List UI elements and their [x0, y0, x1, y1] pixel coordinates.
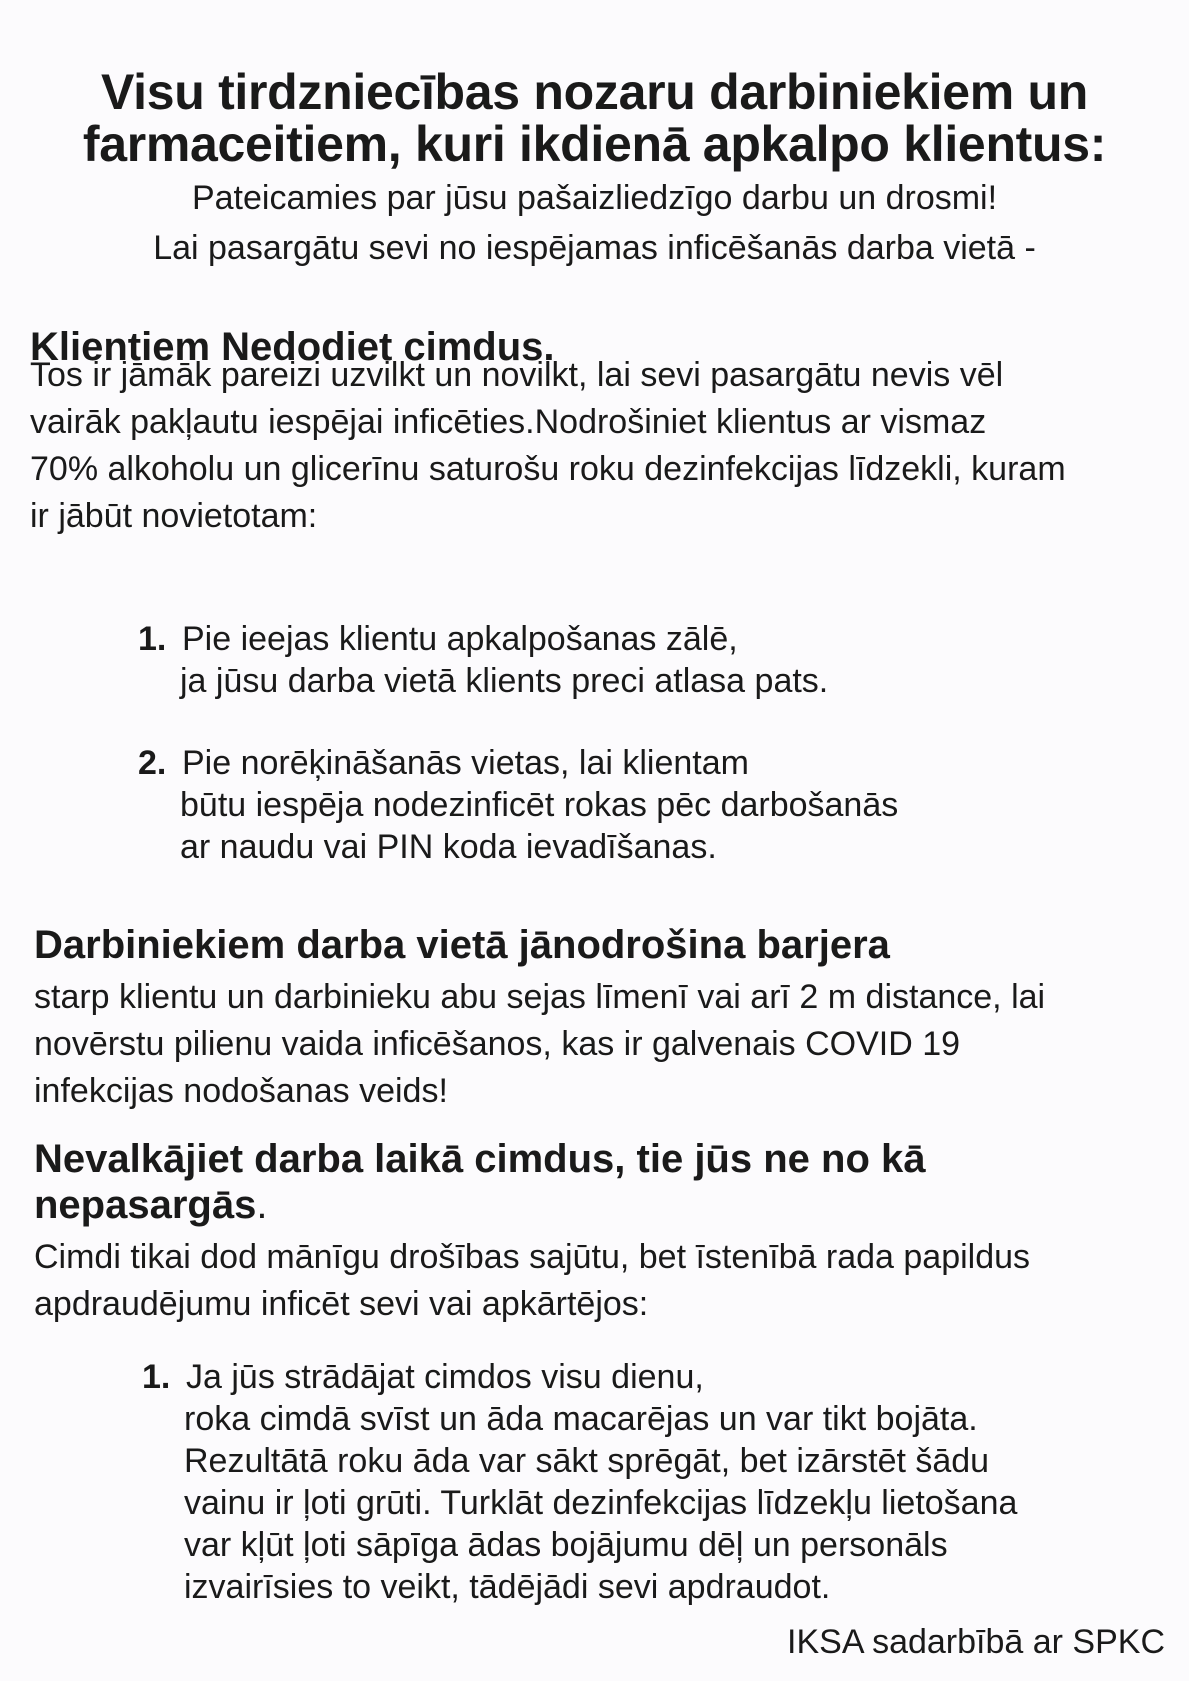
text-line: ir jābūt novietotam: [30, 497, 318, 535]
text-line: infekcijas nodošanas veids! [34, 1072, 448, 1110]
heading-line: Nevalkājiet darba laikā cimdus, tie jūs ne no kā [34, 1137, 926, 1181]
title-line-2: farmaceitiem, kuri ikdienā apkalpo klientus: [82, 116, 1107, 172]
text-line: novērstu pilienu vaida inficēšanos, kas ir galvenais COVID 19 [34, 1025, 961, 1063]
text-line: vairāk pakļautu iespējai inficēties.Nodrošiniet klientus ar vismaz [30, 403, 987, 441]
list-number: 1. [138, 620, 167, 658]
list-number: 1. [142, 1358, 171, 1396]
list-item-continuation: būtu iespēja nodezinficēt rokas pēc darbošanās [180, 786, 899, 824]
section-1-paragraph [30, 352, 1160, 540]
list-item-continuation: var kļūt ļoti sāpīga ādas bojājumu dēļ un personāls [184, 1526, 948, 1564]
text-line: starp klientu un darbinieku abu sejas līmenī vai arī 2 m distance, lai [34, 978, 1046, 1016]
footer-credit: IKSA sadarbībā ar SPKC [787, 1623, 1165, 1661]
list-item-continuation: vainu ir ļoti grūti. Turklāt dezinfekcijas līdzekļu lietošana [184, 1484, 1018, 1522]
list-item-continuation: izvairīsies to veikt, tādējādi sevi apdraudot. [184, 1568, 831, 1606]
text-line: apdraudējumu inficēt sevi vai apkārtējos: [34, 1285, 649, 1323]
section-heading-no-gloves [34, 1136, 925, 1228]
list-item-continuation: roka cimdā svīst un āda macarējas un var tikt bojāta. [184, 1400, 978, 1438]
title-line-1: Visu tirdzniecības nozaru darbiniekiem un [100, 64, 1089, 120]
list-item-continuation: ja jūsu darba vietā klients preci atlasa pats. [180, 662, 829, 700]
subtitle-intro: Lai pasargātu sevi no iespējamas inficēšanās darba vietā - [153, 229, 1036, 267]
heading-period: . [256, 1183, 268, 1227]
text-line: Cimdi tikai dod mānīgu drošības sajūtu, bet īstenībā rada papildus [34, 1238, 1031, 1276]
section-heading-gloves-clients: Klientiem Nedodiet cimdus. [30, 325, 555, 369]
section-3-paragraph [34, 1234, 1164, 1328]
subtitle-thanks: Pateicamies par jūsu pašaizliedzīgo darbu un drosmi! [191, 179, 998, 217]
list-number: 2. [138, 744, 167, 782]
section-2-paragraph [34, 974, 1164, 1115]
list-item-continuation: Rezultātā roku āda var sākt sprēgāt, bet izārstēt šādu [184, 1442, 990, 1480]
list-item [142, 1356, 1172, 1608]
list-item-continuation: ar naudu vai PIN koda ievadīšanas. [180, 828, 717, 866]
list-item [138, 742, 1138, 868]
list-item-first-line: Ja jūs strādājat cimdos visu dienu, [186, 1358, 704, 1396]
text-line: Tos ir jāmāk pareizi uzvilkt un novilkt, lai sevi pasargātu nevis vēl [30, 356, 1004, 394]
text-line: 70% alkoholu un glicerīnu saturošu roku dezinfekcijas līdzekli, kuram [30, 450, 1066, 488]
list-item [138, 618, 1138, 702]
list-item-first-line: Pie ieejas klientu apkalpošanas zālē, [182, 620, 738, 658]
section-heading-barrier: Darbiniekiem darba vietā jānodrošina barjera [34, 923, 890, 967]
page-title [20, 66, 1169, 170]
list-item-first-line: Pie norēķināšanās vietas, lai klientam [182, 744, 749, 782]
heading-line: nepasargās [34, 1183, 257, 1227]
